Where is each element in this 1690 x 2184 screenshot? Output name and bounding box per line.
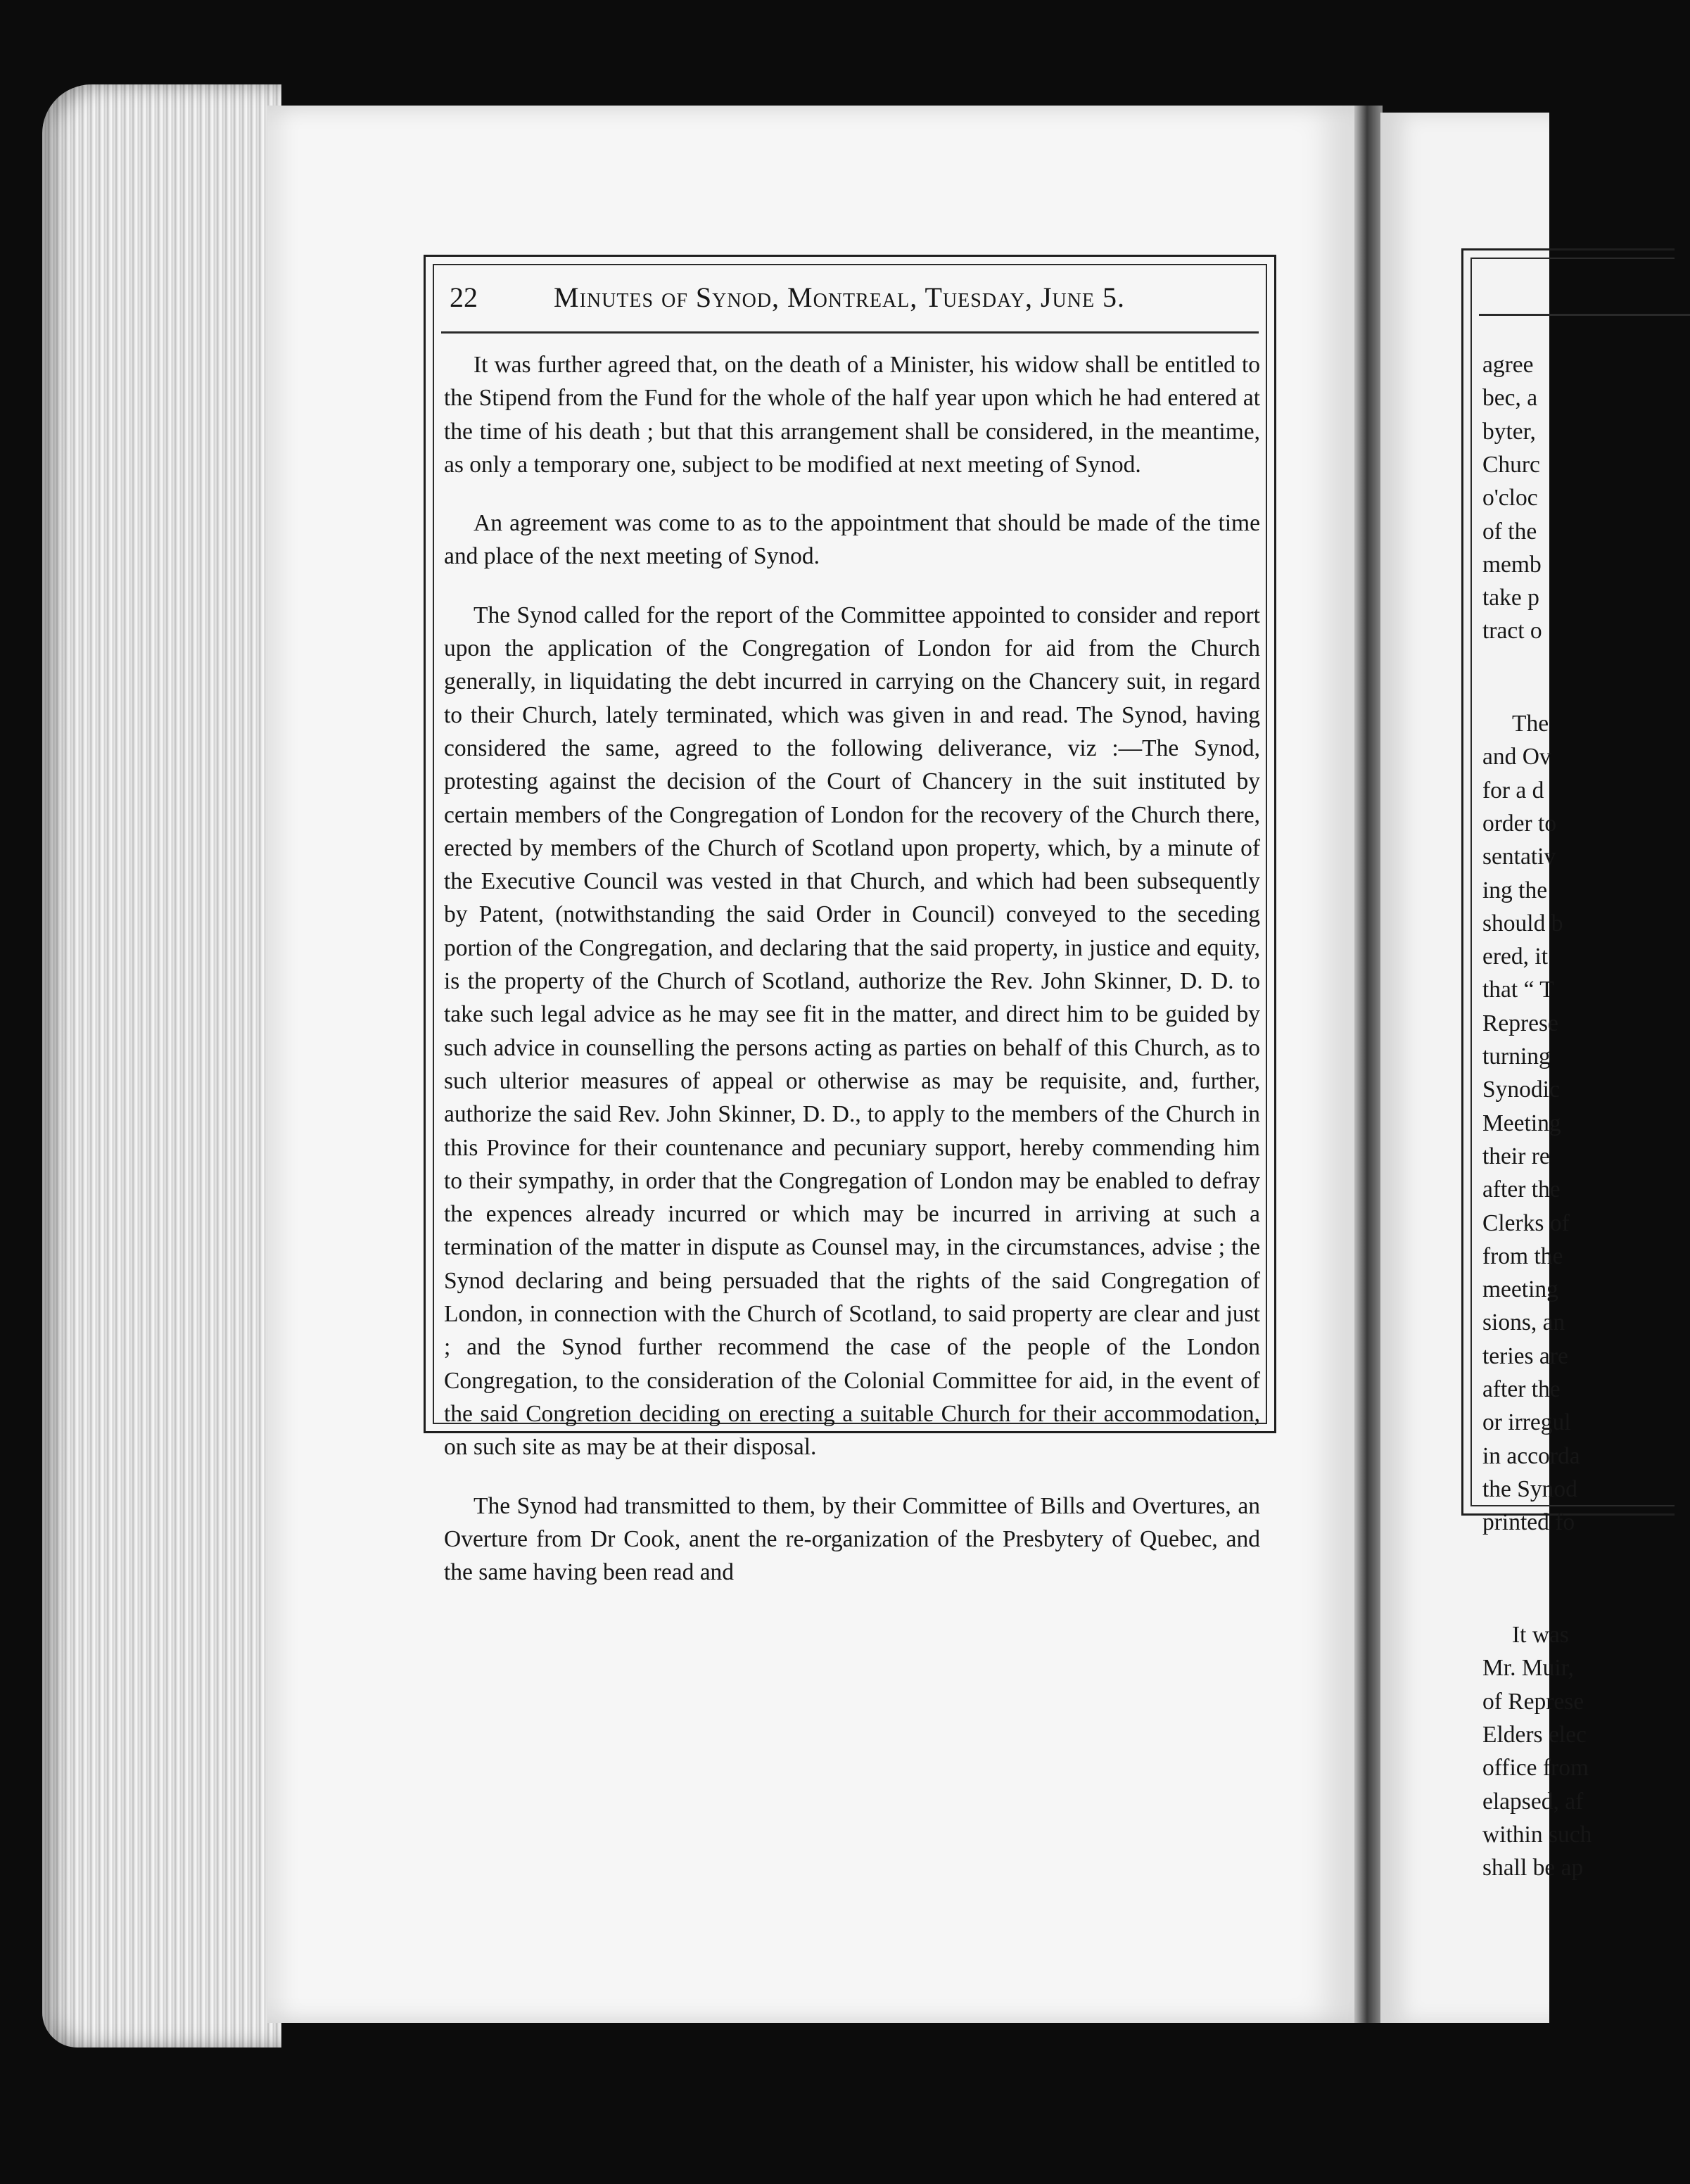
right-page-line-fragment: after the <box>1482 1376 1561 1402</box>
right-page-line-fragment: of the <box>1482 518 1537 545</box>
right-page-line-fragment: the Synod <box>1482 1475 1577 1502</box>
right-page-line-fragment: byter, <box>1482 418 1536 445</box>
paragraph: An agreement was come to as to the appointment that should be made of the time and place of the next meeting of Synod. <box>444 510 1260 570</box>
right-page <box>1380 113 1592 2023</box>
page-header <box>441 267 1259 334</box>
right-page-line-fragment: Synodic <box>1482 1077 1560 1103</box>
right-page-line-fragment: or irregul <box>1482 1409 1571 1436</box>
text-frame <box>424 255 1276 1586</box>
right-page-line-fragment: after the <box>1482 1176 1561 1203</box>
right-page-line-fragment: from the <box>1482 1243 1563 1269</box>
right-page-line-fragment: Churc <box>1482 451 1540 478</box>
right-page-line-fragment: memb <box>1482 551 1542 578</box>
right-page-line-fragment: in accorda <box>1482 1442 1580 1469</box>
right-page-line-fragment: of Represe <box>1482 1688 1584 1715</box>
right-page-line-fragment: take p <box>1482 585 1539 611</box>
page-number: 22 <box>450 281 478 313</box>
right-page-line-fragment: within such <box>1482 1821 1592 1848</box>
right-page-line-fragment: office from <box>1482 1755 1589 1782</box>
right-page-line-fragment: shall be ap <box>1482 1855 1584 1881</box>
right-page-line-fragment: Mr. Muir, <box>1482 1655 1574 1682</box>
right-page-line-fragment: It was <box>1512 1622 1569 1648</box>
page-edges <box>42 84 281 2048</box>
right-page-line-fragment: meeting <box>1482 1276 1558 1303</box>
right-page-line-fragment: and Ov <box>1482 744 1551 770</box>
paragraph: The Synod had transmitted to them, by their Committee of Bills and Overtures, an Overture from Dr Cook, anent the re-organization of the Presbytery of Quebec, and the same having been read and <box>444 1492 1260 1586</box>
right-page-line-fragment: Clerks of <box>1482 1210 1570 1236</box>
right-page-line-fragment: turning <box>1482 1043 1551 1069</box>
right-page-line-fragment: teries are <box>1482 1342 1568 1369</box>
right-page-line-fragment: that “ T <box>1482 977 1554 1003</box>
right-page-line-fragment: agree <box>1482 352 1534 378</box>
right-page-line-fragment: o'cloc <box>1482 485 1538 512</box>
running-head: Minutes of Synod, Montreal, Tuesday, June 5. <box>554 281 1126 313</box>
paragraph: It was further agreed that, on the death of a Minister, his widow shall be entitled to the Stipend from the Fund for the whole of the half year upon which he had entered at the time of his death ; but that this arrangement shall be considered, in the meantime, as only a temporary one, subject to be modified at next meeting of Synod. <box>444 352 1260 478</box>
paragraph: The Synod called for the report of the Committee appointed to consider and report upon the application of the Congregation of London for aid from the Church generally, in liquidating the debt incurred in carrying on the Chancery suit, in regard to their Church, lately terminated, which was given in and read. The Synod, having considered the same, agreed to the following deliverance, viz :—The Synod, protesting against the decision of the Court of Chancery in the suit instituted by certain members of the Congregation of London for the recovery of the Church there, erected by members of the Church of Scotland upon property, which, by a minute of the Executive Council was vested in that Church, and which had been subsequently by Patent, (notwithstanding the said Order in Council) conveyed to the seceding portion of the Congregation, and declaring that the said property, in justice and equity, is the property of the Church of Scotland, authorize the Rev. John Skinner, D. D. to take such legal advice as he may see fit in the matter, and direct him to be guided by such advice in counselling the persons acting as parties on behalf of this Church, as to such ulterior measures of appeal or otherwise as may be requisite, and, further, authorize the said Rev. John Skinner, D. D., to apply to the members of the Church in this Province for their countenance and pecuniary support, hereby commending him to their sympathy, in order that the Congregation of London may be enabled to defray the expences already incurred or which may be incurred in arriving at such a termination of the matter in dispute as Counsel may, in the circumstances, advise ; the Synod declaring and being persuaded that the rights of the said Congregation of London, in connection with the Church of Scotland, to said property are clear and just ; and the Synod further recommend the case of the people of the London Congregation, to the consideration of the Colonial Committee for aid, in the event of the said Congretion deciding on erecting a suitable Church for their accommodation, on such site as may be at their disposal. <box>444 602 1260 1461</box>
right-page-line-fragment: Meeting <box>1482 1110 1561 1136</box>
body-text <box>444 348 1260 1614</box>
right-page-line-fragment: their re <box>1482 1143 1550 1169</box>
right-page-line-fragment: Represe <box>1482 1010 1558 1036</box>
right-page-line-fragment: tract o <box>1482 618 1542 645</box>
right-page-line-fragment: order to <box>1482 810 1557 837</box>
right-page-line-fragment: Elders elec <box>1482 1721 1587 1748</box>
right-page-line-fragment: ing the <box>1482 877 1548 903</box>
right-page-line-fragment: printed fo <box>1482 1509 1575 1536</box>
right-page-line-fragment: bec, a <box>1482 385 1538 412</box>
right-page-line-fragment: sentativ <box>1482 844 1556 870</box>
right-page-line-fragment: The <box>1512 711 1549 737</box>
right-page-line-fragment: should b <box>1482 910 1563 937</box>
right-page-header-rule <box>1479 314 1690 316</box>
right-page-line-fragment: for a d <box>1482 777 1544 804</box>
book-gutter <box>1354 106 1383 2023</box>
right-page-line-fragment: elapsed, af <box>1482 1788 1584 1815</box>
right-page-line-fragment: ered, it <box>1482 944 1549 970</box>
right-page-line-fragment: sions, an <box>1482 1309 1565 1336</box>
